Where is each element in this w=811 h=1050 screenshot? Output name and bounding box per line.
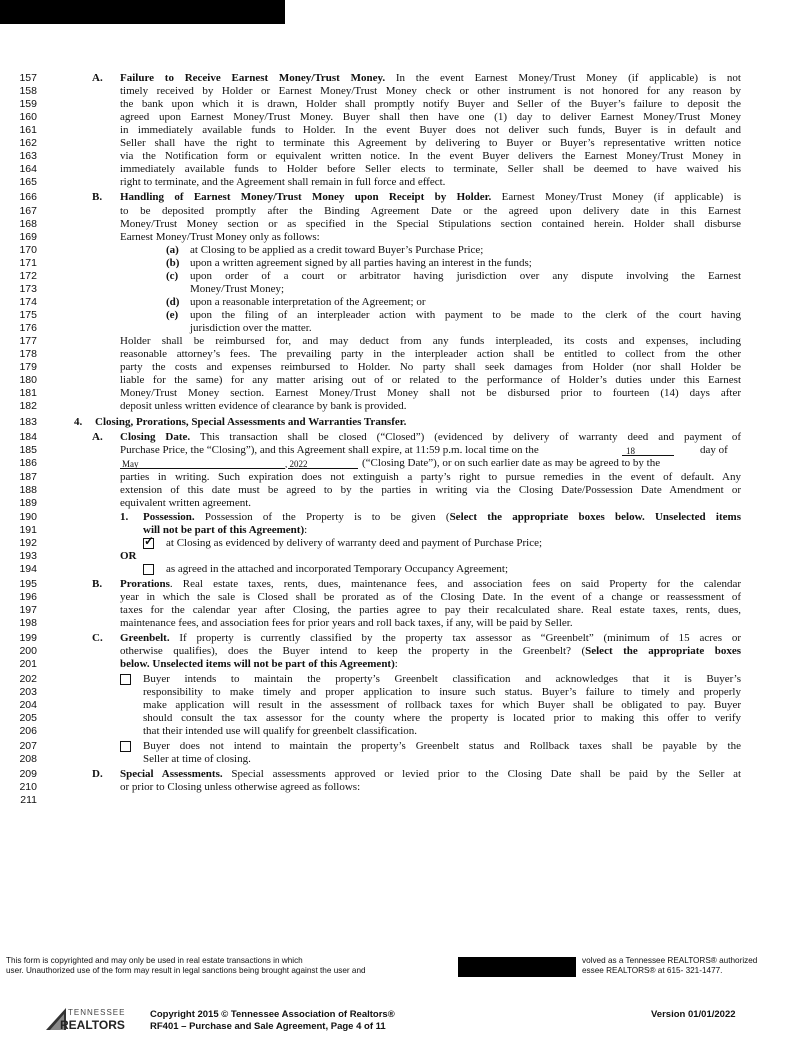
document-line — [0, 725, 811, 738]
bold-heading: OR — [120, 549, 137, 562]
body-text: upon a reasonable interpretation of the Agreement; or — [190, 295, 426, 308]
line-number: 177 — [19, 335, 37, 347]
line-text — [166, 563, 508, 576]
body-text: Possession of the Property is to be given ( — [204, 510, 450, 523]
line-text — [143, 753, 251, 766]
line-number: 175 — [19, 308, 37, 321]
line-number: 170 — [19, 243, 37, 256]
document-line — [0, 604, 811, 617]
line-number: 205 — [19, 712, 37, 725]
closing-day-underline — [622, 444, 674, 456]
line-number: 202 — [19, 673, 37, 686]
document-line — [0, 645, 811, 658]
document-line — [0, 322, 811, 335]
document-line — [0, 471, 811, 484]
body-text: Earnest Money/Trust Money only as follows: — [120, 230, 320, 243]
line-number: 203 — [19, 686, 37, 699]
document-line — [0, 98, 811, 111]
line-number: 193 — [19, 549, 37, 562]
body-text: parties in writing. Such expiration does not extinguish a party’s right to pursue remedies in the event of default. Any — [120, 470, 741, 483]
line-text — [120, 124, 741, 137]
document-line — [0, 348, 811, 361]
body-text: reasonable attorney’s fees. The prevailing party in the interpleader action shall be entitled to collect from the other — [120, 348, 741, 361]
line-number: 164 — [19, 163, 37, 176]
form-page-label: RF401 – Purchase and Sale Agreement, Page 4 of 11 — [150, 1021, 386, 1032]
redaction-bar — [0, 0, 285, 24]
line-text — [190, 309, 741, 322]
line-number: 168 — [19, 217, 37, 230]
line-number: 157 — [19, 72, 37, 84]
document-line — [0, 768, 811, 781]
line-text — [120, 335, 741, 348]
tennessee-realtors-logo — [46, 1006, 136, 1040]
document-line — [0, 431, 811, 444]
section-marker: B. — [92, 191, 103, 204]
body-text: via the Notification form or equivalent written notice. In the event Buyer delivers the Earnest Money/Trust Money in — [120, 150, 741, 163]
line-number: 181 — [19, 387, 37, 400]
logo-text-1: TENNESSEE — [68, 1008, 126, 1017]
document-line — [0, 673, 811, 686]
section-marker: (b) — [166, 256, 180, 269]
section-marker: (a) — [166, 243, 179, 256]
document-line — [0, 387, 811, 400]
line-text — [143, 712, 741, 725]
checkbox[interactable] — [143, 564, 154, 575]
footer-line-2 — [6, 966, 806, 976]
body-text: make application will result in the assessment of rollback taxes for which Buyer shall be obligated to pay. Buyer — [143, 699, 741, 712]
line-text — [120, 205, 741, 218]
line-text — [120, 85, 741, 98]
line-text — [120, 658, 398, 671]
line-text — [120, 361, 741, 374]
document-line — [0, 191, 811, 204]
line-number: 160 — [19, 111, 37, 124]
document-line — [0, 361, 811, 374]
line-number: 159 — [19, 98, 37, 111]
line-text — [120, 400, 407, 413]
body-text: at Closing as evidenced by delivery of warranty deed and payment of Purchase Price; — [166, 536, 543, 549]
line-text — [143, 511, 741, 524]
line-number: 161 — [19, 124, 37, 137]
document-line — [0, 85, 811, 98]
document-line — [0, 150, 811, 163]
document-line — [0, 205, 811, 218]
line-text — [120, 591, 741, 604]
body-text: year in which the sale is Closed shall be prorated as of the Closing Date. In the event of a change or reassessment of — [120, 590, 741, 603]
bold-heading: Possession. — [143, 510, 195, 523]
line-number: 192 — [19, 536, 37, 549]
section-marker: C. — [92, 632, 103, 645]
line-text — [143, 725, 417, 738]
line-number: 189 — [19, 496, 37, 509]
line-text — [120, 645, 741, 658]
body-text: the bank upon which it is drawn, Holder shall promptly notify Buyer and Seller of the Buyer’s failure to deposit the — [120, 98, 741, 111]
line-number: 165 — [19, 176, 37, 189]
line-text — [143, 524, 307, 537]
document-line — [0, 632, 811, 645]
line-number: 209 — [19, 767, 37, 780]
line-text — [120, 72, 741, 85]
body-text: at Closing to be applied as a credit toward Buyer’s Purchase Price; — [190, 243, 484, 256]
line-number: 173 — [19, 282, 37, 295]
checked-checkbox[interactable] — [143, 538, 154, 549]
document-line — [0, 658, 811, 671]
line-text — [120, 137, 741, 150]
body-text: Seller shall have the right to terminate this Agreement by delivering to Buyer or Buyer’s representative written notice — [120, 137, 741, 150]
bold-heading: Handling of Earnest Money/Trust Money upon Receipt by Holder. — [120, 191, 492, 204]
document-line — [0, 578, 811, 591]
line-text — [120, 632, 741, 645]
line-text — [120, 484, 741, 497]
section-marker: B. — [92, 577, 103, 590]
line-text — [143, 740, 741, 753]
section-marker: 1. — [120, 510, 129, 523]
line-text — [120, 604, 741, 617]
document-line — [0, 309, 811, 322]
body-text: Buyer does not intend to maintain the property’s Greenbelt status and Rollback taxes shall be payable by the — [143, 739, 741, 752]
line-text — [120, 387, 741, 400]
document-line — [0, 124, 811, 137]
closing-text-b: day of — [700, 444, 728, 457]
body-text: maintenance fees, and association fees for prior years and roll back taxes, if any, will be paid by Seller. — [120, 617, 573, 630]
footer-redaction — [458, 957, 576, 977]
closing-date-line-185 — [0, 444, 811, 457]
body-text: Earnest Money/Trust Money (if applicable) is — [501, 191, 742, 204]
version-label: Version 01/01/2022 — [651, 1009, 736, 1020]
document-line — [0, 374, 811, 387]
line-text — [120, 231, 320, 244]
document-line — [0, 686, 811, 699]
line-number: 167 — [19, 204, 37, 217]
document-line — [0, 511, 811, 524]
body-text: Seller at time of closing. — [143, 752, 251, 765]
body-text: upon order of a court or arbitrator having jurisdiction over any dispute involving the Earnest — [190, 269, 741, 282]
body-text: extension of this date must be agreed to by the parties in writing via the Closing Date/Possession Date Amendment or — [120, 483, 741, 496]
line-number: 185 — [19, 444, 37, 457]
bold-instruction: Select the appropriate boxes below. Unselected items — [449, 510, 741, 523]
body-text: taxes for the calendar year after Closing, the parties agree to pay their recalculated share. Real estate taxes, rents, dues, — [120, 604, 741, 616]
footer-text-2a: user. Unauthorized use of the form may result in legal sanctions being brought against the user and — [6, 966, 366, 975]
body-text: agreed upon Earnest Money/Trust Money. Buyer shall then have one (1) day to deliver Earnest Money/Trust Money — [120, 111, 741, 124]
body-text: or prior to Closing unless otherwise agreed as follows: — [120, 780, 361, 793]
footer-text-2b: essee REALTORS® at 615- 321-1477. — [582, 966, 723, 975]
line-text — [190, 283, 284, 296]
body-text: upon a written agreement signed by all parties having an interest in the funds; — [190, 256, 532, 269]
section-marker: D. — [92, 767, 103, 780]
line-number: 196 — [19, 590, 37, 603]
document-line — [0, 231, 811, 244]
body-text: immediately available funds to Holder before Seller elects to terminate, Seller shall be deemed to have waived his — [120, 163, 741, 176]
closing-date-line-186 — [0, 457, 811, 470]
line-text — [120, 550, 137, 563]
line-text — [120, 578, 741, 591]
line-text — [120, 111, 741, 124]
document-line — [0, 163, 811, 176]
section-marker: (e) — [166, 308, 179, 321]
line-text — [190, 322, 312, 335]
footer-text-1a: This form is copyrighted and may only be used in real estate transactions in which — [6, 956, 303, 965]
document-line — [0, 218, 811, 231]
footer-text-1b: volved as a Tennessee REALTORS® authorized — [582, 956, 758, 965]
line-number: 208 — [19, 752, 37, 765]
line-text — [120, 617, 573, 630]
line-text — [120, 176, 445, 189]
section-marker: 4. — [74, 416, 83, 429]
line-number: 206 — [19, 725, 37, 738]
document-line — [0, 699, 811, 712]
body-text: in immediately available funds to Holder. In the event Buyer does not deliver such funds, Buyer is in default and — [120, 124, 741, 137]
line-text — [120, 98, 741, 111]
body-text: This transaction shall be closed (“Closed”) (evidenced by delivery of warranty deed and payment of — [199, 431, 741, 444]
checkbox[interactable] — [120, 741, 131, 752]
document-line — [0, 524, 811, 537]
line-text — [120, 768, 741, 781]
document-line — [0, 484, 811, 497]
document-line — [0, 497, 811, 510]
line-number: 166 — [19, 191, 37, 204]
line-number: 171 — [19, 256, 37, 269]
line-number: 180 — [19, 374, 37, 387]
document-line — [0, 740, 811, 753]
document-line — [0, 537, 811, 550]
document-line — [0, 283, 811, 296]
line-number: 204 — [19, 699, 37, 712]
body-text: timely received by Holder or Earnest Money/Trust Money check or other instrument is not honored for any reason by — [120, 85, 741, 98]
line-number: 174 — [19, 295, 37, 308]
document-line — [0, 176, 811, 189]
body-text: party the costs and expenses reimbursed to Holder. No party shall seek damages from Holder (nor shall Holder be — [120, 361, 741, 374]
line-number: 176 — [19, 321, 37, 334]
line-number: 172 — [19, 269, 37, 282]
closing-year-underline — [288, 457, 358, 469]
line-text — [120, 191, 741, 204]
body-text: as agreed in the attached and incorporated Temporary Occupancy Agreement; — [166, 562, 509, 575]
body-text: Money/Trust Money section or as specified in the Special Stipulations section contained herein. Holder shall disburse — [120, 217, 741, 230]
line-text — [120, 150, 741, 163]
line-number: 207 — [19, 739, 37, 752]
body-text: responsibility to make timely and proper application to insure such status. Buyer’s failure to timely and properly — [143, 686, 741, 699]
line-text — [120, 374, 741, 387]
footer-line-1 — [6, 956, 806, 966]
document-line — [0, 400, 811, 413]
document-line — [0, 111, 811, 124]
document-line — [0, 335, 811, 348]
document-line — [0, 591, 811, 604]
line-text — [120, 781, 360, 794]
bold-heading: Closing Date. — [120, 431, 191, 444]
body-text: Money/Trust Money; — [190, 282, 285, 295]
line-number: 184 — [19, 431, 37, 444]
body-text: If property is currently classified by the property tax assessor as “Greenbelt” (minimum of 15 acres or — [179, 632, 741, 645]
closing-text-a: Purchase Price, the “Closing”), and this Agreement shall expire, at 11:59 p.m. local time on the — [120, 444, 539, 457]
line-number: 187 — [19, 470, 37, 483]
line-text — [120, 431, 741, 444]
line-text — [143, 673, 741, 686]
line-number: 188 — [19, 483, 37, 496]
line-number: 179 — [19, 361, 37, 374]
line-number: 191 — [19, 523, 37, 536]
line-number: 190 — [19, 510, 37, 523]
line-text — [190, 257, 532, 270]
bold-heading: will not be part of this Agreement) — [143, 523, 305, 536]
body-text: liable for the same) for any matter arising out of or related to the performance of Holder’s duties under this Earnest — [120, 374, 741, 387]
line-number: 183 — [19, 416, 37, 429]
body-text: jurisdiction over the matter. — [190, 321, 312, 334]
body-text: In the event Earnest Money/Trust Money (if applicable) is not — [395, 72, 741, 84]
closing-month-underline — [120, 457, 285, 469]
line-number: 186 — [19, 457, 37, 470]
document-line — [0, 137, 811, 150]
document-line — [0, 712, 811, 725]
body-text: upon the filing of an interpleader action with payment to be made to the clerk of the court having — [190, 308, 741, 321]
logo-text-2: REALTORS — [60, 1018, 125, 1032]
document-line — [0, 563, 811, 576]
body-text: : — [394, 658, 398, 671]
copyright-text: Copyright 2015 © Tennessee Association of Realtors® — [150, 1009, 395, 1020]
line-text — [95, 416, 406, 429]
document-line — [0, 416, 811, 429]
body-text: that their intended use will qualify for greenbelt classification. — [143, 725, 417, 738]
closing-year-value: , 2022 — [285, 459, 308, 470]
line-number: 199 — [19, 632, 37, 645]
line-number: 182 — [19, 400, 37, 413]
line-number: 194 — [19, 562, 37, 575]
line-number: 158 — [19, 85, 37, 98]
checkbox[interactable] — [120, 674, 131, 685]
body-text: Holder shall be reimbursed for, and may deduct from any funds interpleaded, its costs and expenses, including — [120, 335, 741, 347]
document-line — [0, 296, 811, 309]
body-text: should consult the tax assessor for the county where the property is located prior to making this offer to verify — [143, 712, 741, 725]
line-number: 195 — [19, 577, 37, 590]
line-number: 169 — [19, 230, 37, 243]
document-line — [0, 781, 811, 794]
line-number: 162 — [19, 137, 37, 150]
document-line — [0, 550, 811, 563]
document-line — [0, 617, 811, 630]
section-marker: (c) — [166, 269, 179, 282]
document-line — [0, 244, 811, 257]
body-text: to be deposited promptly after the Binding Agreement Date or the agreed upon delivery date in this Earnest — [120, 204, 741, 217]
bold-heading: Prorations — [120, 577, 170, 590]
closing-day-value: 18 — [626, 446, 635, 457]
document-line — [0, 257, 811, 270]
line-text — [143, 686, 741, 699]
line-number: 201 — [19, 658, 37, 671]
body-text: Buyer intends to maintain the property’s Greenbelt classification and acknowledges that it is Buyer’s — [143, 673, 741, 686]
line-text — [190, 270, 741, 283]
line-text — [120, 218, 741, 231]
document-line — [0, 794, 811, 807]
line-number: 210 — [19, 780, 37, 793]
document-line — [0, 72, 811, 85]
line-number: 211 — [20, 793, 37, 806]
line-text — [120, 348, 741, 361]
line-number: 198 — [19, 617, 37, 630]
section-marker: (d) — [166, 295, 180, 308]
line-number: 197 — [19, 604, 37, 616]
body-text: equivalent written agreement. — [120, 496, 252, 509]
bold-heading: Closing, Prorations, Special Assessments and Warranties Transfer. — [95, 416, 407, 429]
line-number: 200 — [19, 645, 37, 658]
body-text: otherwise qualifies), does the Buyer intend to keep the property in the Greenbelt? ( — [120, 645, 586, 658]
line-text — [166, 537, 542, 550]
closing-month-value: May — [122, 459, 139, 470]
body-text: right to terminate, and the Agreement shall remain in full force and effect. — [120, 176, 446, 189]
body-text: . Real estate taxes, rents, dues, maintenance fees, and association fees on said Property for the calendar — [169, 577, 741, 590]
line-text — [143, 699, 741, 712]
body-text: Special assessments approved or levied prior to the Closing Date shall be paid by the Seller at — [231, 767, 742, 780]
line-text — [120, 163, 741, 176]
bold-heading: Special Assessments. — [120, 767, 223, 780]
bold-heading: Failure to Receive Earnest Money/Trust Money. — [120, 72, 386, 84]
line-text — [190, 296, 426, 309]
line-number: 163 — [19, 150, 37, 163]
line-number: 178 — [19, 348, 37, 361]
bold-heading: below. Unselected items will not be part of this Agreement) — [120, 658, 395, 671]
line-text — [120, 471, 741, 484]
line-text — [190, 244, 483, 257]
document-line — [0, 270, 811, 283]
bold-heading: Greenbelt. — [120, 632, 170, 645]
line-text — [120, 497, 251, 510]
bold-instruction: Select the appropriate boxes — [585, 645, 741, 658]
body-text: : — [304, 523, 308, 536]
body-text: Money/Trust Money section. Earnest Money/Trust Money shall not be disbursed prior to fourteen (14) days after — [120, 387, 741, 400]
section-marker: A. — [92, 72, 103, 84]
body-text: deposit unless written evidence of clearance by bank is provided. — [120, 400, 407, 413]
document-line — [0, 753, 811, 766]
closing-text-c: (“Closing Date”), or on such earlier date as may be agreed to by the — [362, 457, 661, 470]
section-marker: A. — [92, 431, 103, 444]
